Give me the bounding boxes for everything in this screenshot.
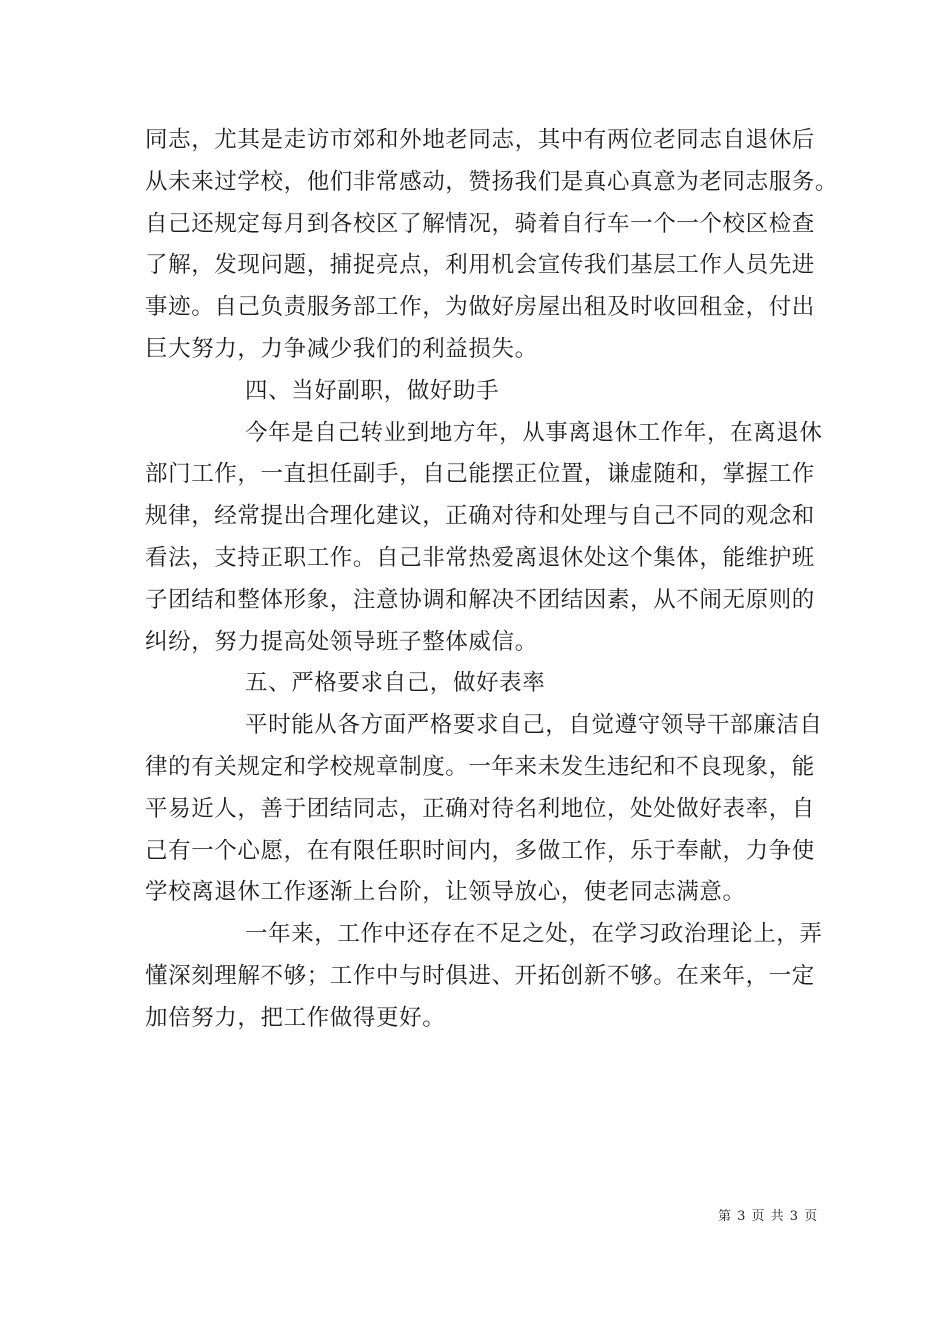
text-line: 懂深刻理解不够；工作中与时俱进、开拓创新不够。在来年，一定 xyxy=(145,962,815,989)
text-line: 己有一个心愿，在有限任职时间内，多做工作，乐于奉献，力争使 xyxy=(145,837,815,864)
text-line: 学校离退休工作逐渐上台阶，让领导放心，使老同志满意。 xyxy=(145,879,746,906)
text-line: 加倍努力，把工作做得更好。 xyxy=(145,1004,446,1031)
text-line: 一年来，工作中还存在不足之处，在学习政治理论上，弄 xyxy=(245,921,823,948)
text-line: 了解，发现问题，捕捉亮点，利用机会宣传我们基层工作人员先进 xyxy=(145,252,815,279)
page-number: 第 3 页 共 3 页 xyxy=(718,1209,819,1224)
text-line: 从未来过学校，他们非常感动，赞扬我们是真心真意为老同志服务。 xyxy=(145,168,839,195)
text-line: 巨大努力，力争减少我们的利益损失。 xyxy=(145,335,538,362)
text-line: 事迹。自己负责服务部工作，为做好房屋出租及时收回租金，付出 xyxy=(145,294,815,321)
text-line: 看法，支持正职工作。自己非常热爱离退休处这个集体，能维护班 xyxy=(145,544,815,571)
text-line: 同志，尤其是走访市郊和外地老同志，其中有两位老同志自退休后 xyxy=(145,127,815,153)
text-line: 律的有关规定和学校规章制度。一年来未发生违纪和不良现象，能 xyxy=(145,753,815,780)
text-line: 子团结和整体形象，注意协调和解决不团结因素，从不闹无原则的 xyxy=(145,586,815,613)
document-body xyxy=(145,120,839,1040)
text-line: 平时能从各方面严格要求自己，自觉遵守领导干部廉洁自 xyxy=(245,712,823,739)
section-heading: 四、当好副职，做好助手 xyxy=(245,377,500,404)
text-line: 纠纷，努力提高处领导班子整体威信。 xyxy=(145,628,538,655)
section-heading: 五、严格要求自己，做好表率 xyxy=(245,670,546,697)
text-line: 平易近人，善于团结同志，正确对待名利地位，处处做好表率，自 xyxy=(145,795,815,822)
text-line: 规律，经常提出合理化建议，正确对待和处理与自己不同的观念和 xyxy=(145,503,815,530)
text-line: 今年是自己转业到地方年，从事离退休工作年，在离退休 xyxy=(245,419,823,446)
text-line: 自己还规定每月到各校区了解情况，骑着自行车一个一个校区检查 xyxy=(145,210,815,237)
text-line: 部门工作，一直担任副手，自己能摆正位置，谦虚随和，掌握工作 xyxy=(145,461,815,488)
